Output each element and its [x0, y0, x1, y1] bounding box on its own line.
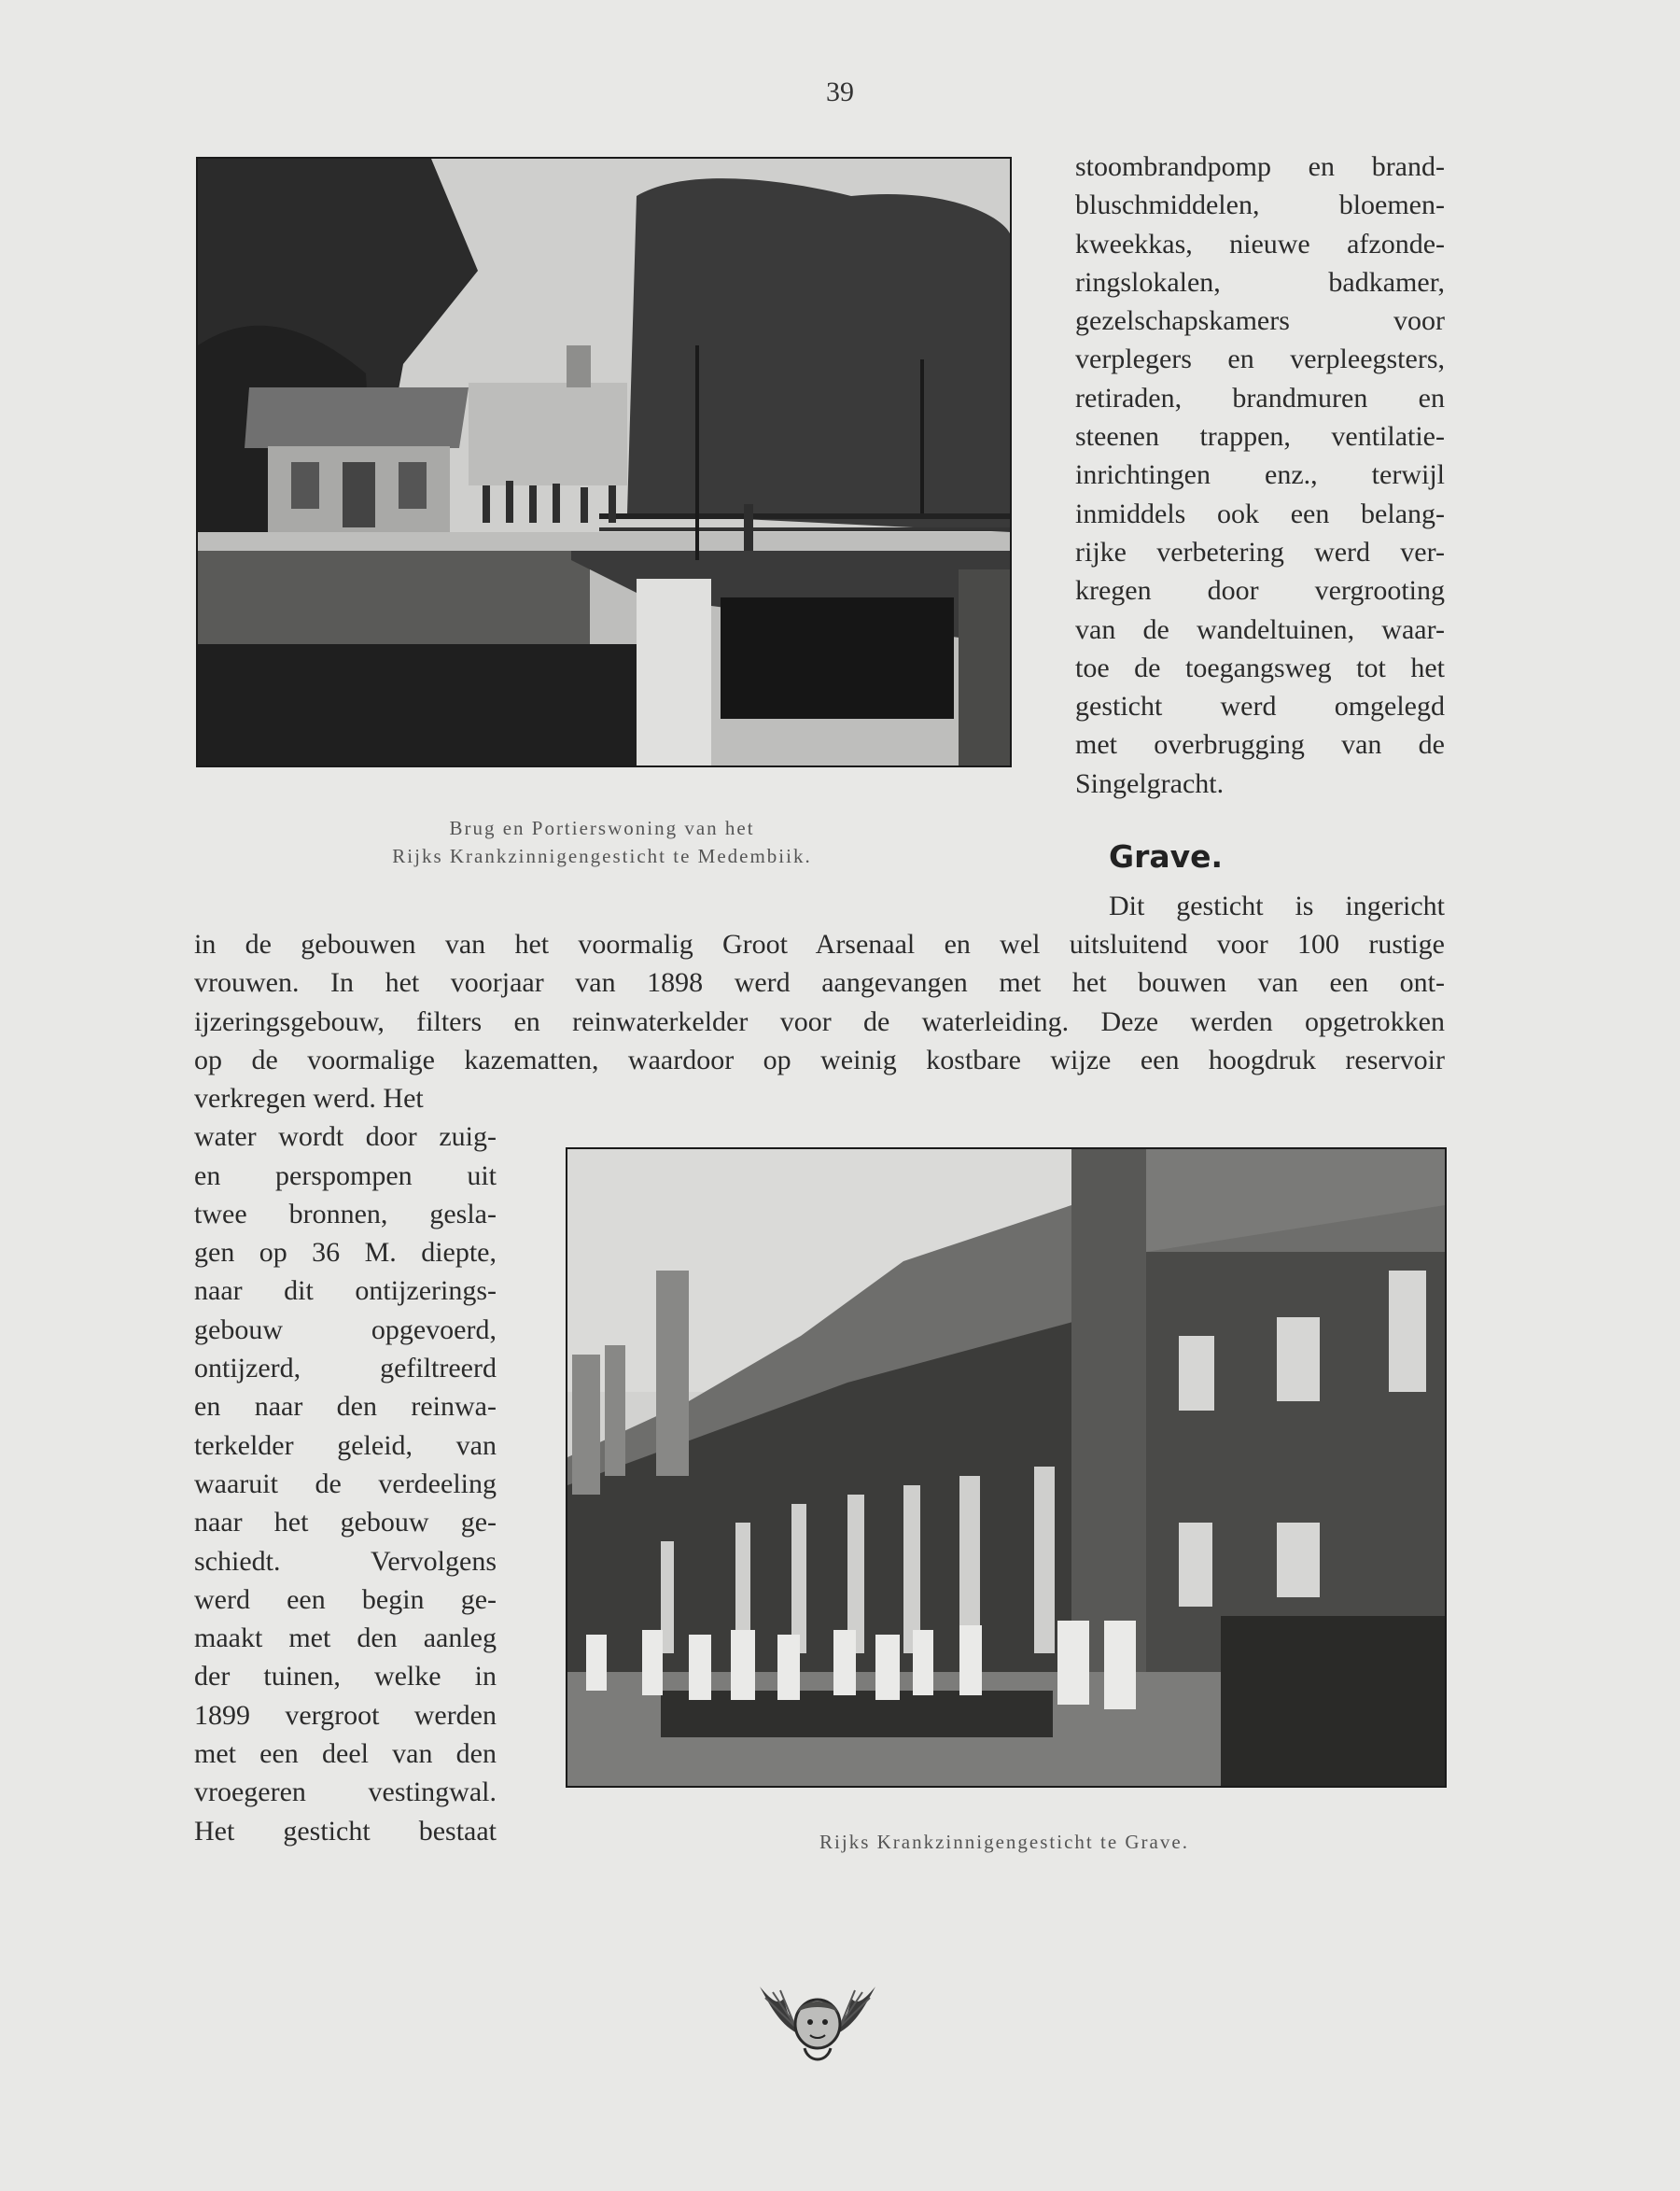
text-line: terkelder geleid, van [194, 1429, 497, 1461]
text-line: vroegeren vestingwal. [194, 1777, 497, 1808]
photo-grave-asylum [566, 1147, 1447, 1788]
photo-bridge-caption-line1: Brug en Portierswoning van het [449, 817, 755, 839]
text-line: kregen door vergrooting [1075, 575, 1445, 607]
text-line: inmiddels ook een belang- [1075, 498, 1445, 529]
photo-bridge-porters-lodge [196, 157, 1012, 767]
text-line: naar het gebouw ge- [194, 1507, 497, 1538]
text-line: in de gebouwen van het voormalig Groot Arsenaal en wel uitsluitend voor 100 rustige [194, 929, 1445, 960]
text-line: ringslokalen, badkamer, [1075, 266, 1445, 298]
text-line: verplegers en verpleegsters, [1075, 344, 1445, 375]
text-line: gezelschapskamers voor [1075, 305, 1445, 337]
text-line: met overbrugging van de [1075, 729, 1445, 761]
text-line: maakt met den aanleg [194, 1622, 497, 1654]
photo-grave-caption: Rijks Krankzinnigengesticht te Grave. [819, 1831, 1189, 1853]
text-line: 1899 vergroot werden [194, 1699, 497, 1731]
text-line: gen op 36 M. diepte, [194, 1237, 497, 1269]
text-line: inrichtingen enz., terwijl [1075, 459, 1445, 491]
text-line: op de voormalige kazematten, waardoor op weinig kostbare wijze een hoogdruk reservoir [194, 1044, 1445, 1075]
winged-cherub-icon [752, 1979, 883, 2072]
text-line: Het gesticht bestaat [194, 1815, 497, 1847]
text-line: waaruit de verdeeling [194, 1468, 497, 1499]
photo-bridge-caption-line2: Rijks Krankzinnigengesticht te Medembiik. [392, 845, 812, 867]
text-line: rijke verbetering werd ver- [1075, 536, 1445, 568]
grave-first-line [1109, 887, 1445, 925]
text-line: retiraden, brandmuren en [1075, 382, 1445, 414]
text-line: verkregen werd. Het [194, 1083, 424, 1114]
text-line: van de wandeltuinen, waar- [1075, 613, 1445, 645]
text-line: gebouw opgevoerd, [194, 1313, 497, 1345]
text-line: en naar den reinwa- [194, 1391, 497, 1423]
text-line: werd een begin ge- [194, 1583, 497, 1615]
right-column-text [1075, 147, 1445, 803]
page-number: 39 [826, 77, 854, 107]
text-line: gesticht werd omgelegd [1075, 691, 1445, 723]
text-line: kweekkas, nieuwe afzonde- [1075, 228, 1445, 260]
text-line: stoombrandpomp en brand- [1075, 151, 1445, 182]
left-column-text [194, 1079, 497, 1850]
text-line: vrouwen. In het voorjaar van 1898 werd aangevangen met het bouwen van een ont- [194, 967, 1445, 999]
full-width-text [194, 925, 1445, 1079]
text-line: toe de toegangsweg tot het [1075, 652, 1445, 683]
photo-bridge-caption [289, 814, 915, 870]
text-line: der tuinen, welke in [194, 1661, 497, 1692]
text-line: water wordt door zuig- [194, 1121, 497, 1153]
text-line: en perspompen uit [194, 1159, 497, 1191]
text-line: met een deel van den [194, 1738, 497, 1770]
text-line: ontijzerd, gefiltreerd [194, 1353, 497, 1384]
text-line: twee bronnen, gesla- [194, 1198, 497, 1229]
text-line: ijzeringsgebouw, filters en reinwaterkelder voor de waterleiding. Deze werden opgetrokken [194, 1005, 1445, 1037]
text-line: naar dit ontijzerings- [194, 1275, 497, 1307]
text-line: Dit gesticht is ingericht [1109, 891, 1445, 921]
section-heading: Grave. [1109, 838, 1224, 875]
text-line: bluschmiddelen, bloemen- [1075, 190, 1445, 221]
text-line: steenen trappen, ventilatie- [1075, 421, 1445, 453]
text-line: schiedt. Vervolgens [194, 1545, 497, 1577]
text-line: Singelgracht. [1075, 767, 1225, 799]
